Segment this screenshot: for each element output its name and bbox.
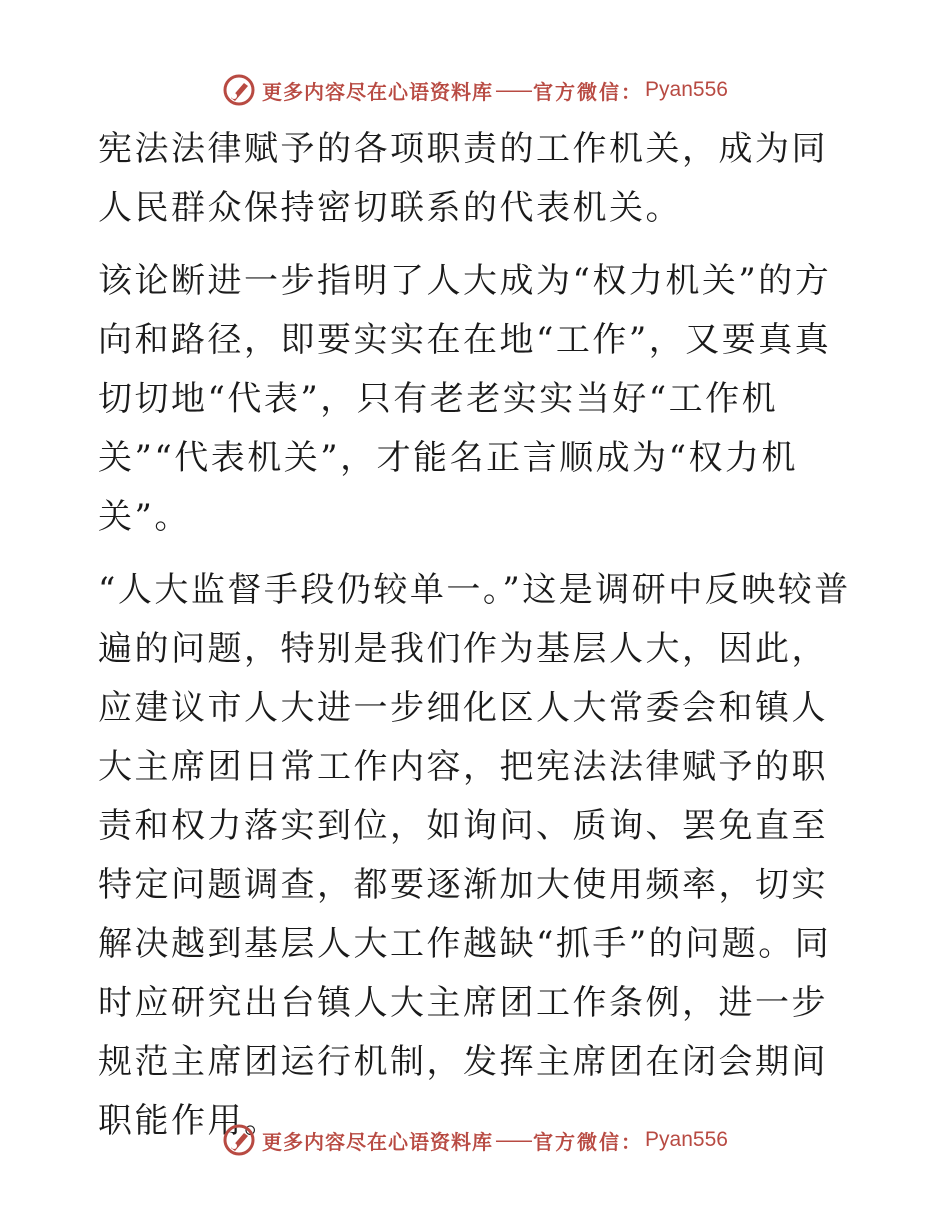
pen-logo-icon [222, 1123, 256, 1157]
banner-text: 更多内容尽在心语资料库 [262, 1129, 494, 1154]
banner-wechat-id: Pyan556 [645, 78, 728, 101]
banner-wechat-id: Pyan556 [645, 1128, 728, 1151]
pen-logo-icon [222, 73, 256, 107]
paragraph: 宪法法律赋予的各项职责的工作机关，成为同人民群众保持密切联系的代表机关。 [98, 129, 828, 228]
document-body [98, 120, 858, 1151]
banner-text: 更多内容尽在心语资料库 [262, 79, 494, 104]
banner-label: 官方微信： [533, 1129, 644, 1154]
header-banner [0, 70, 950, 110]
paragraph: 该论断进一步指明了人大成为“权力机关”的方向和路径，即要实实在在地“工作”，又要真真切切地“代表”，只有老老实实当好“工作机关”“代表机关”，才能名正言顺成为“权力机关”。 [98, 261, 832, 537]
footer-banner [0, 1120, 950, 1160]
banner-dash: —— [495, 1128, 532, 1152]
paragraph: “人大监督手段仍较单一。”这是调研中反映较普遍的问题，特别是我们作为基层人大，因此，应建议市人大进一步细化区人大常委会和镇人大主席团日常工作内容，把宪法法律赋予的职责和权力落实到位，如询问、质询、罢免直至特定问题调查，都要逐渐加大使用频率，切实解决越到基层人大工作越缺“抓手”的问题。同时应研究出台镇人大主席团工作条例，进一步规范主席团运行机制，发挥主席团在闭会期间职能作用。 [98, 570, 851, 1141]
banner-dash: —— [495, 78, 532, 102]
banner-label: 官方微信： [533, 79, 644, 104]
